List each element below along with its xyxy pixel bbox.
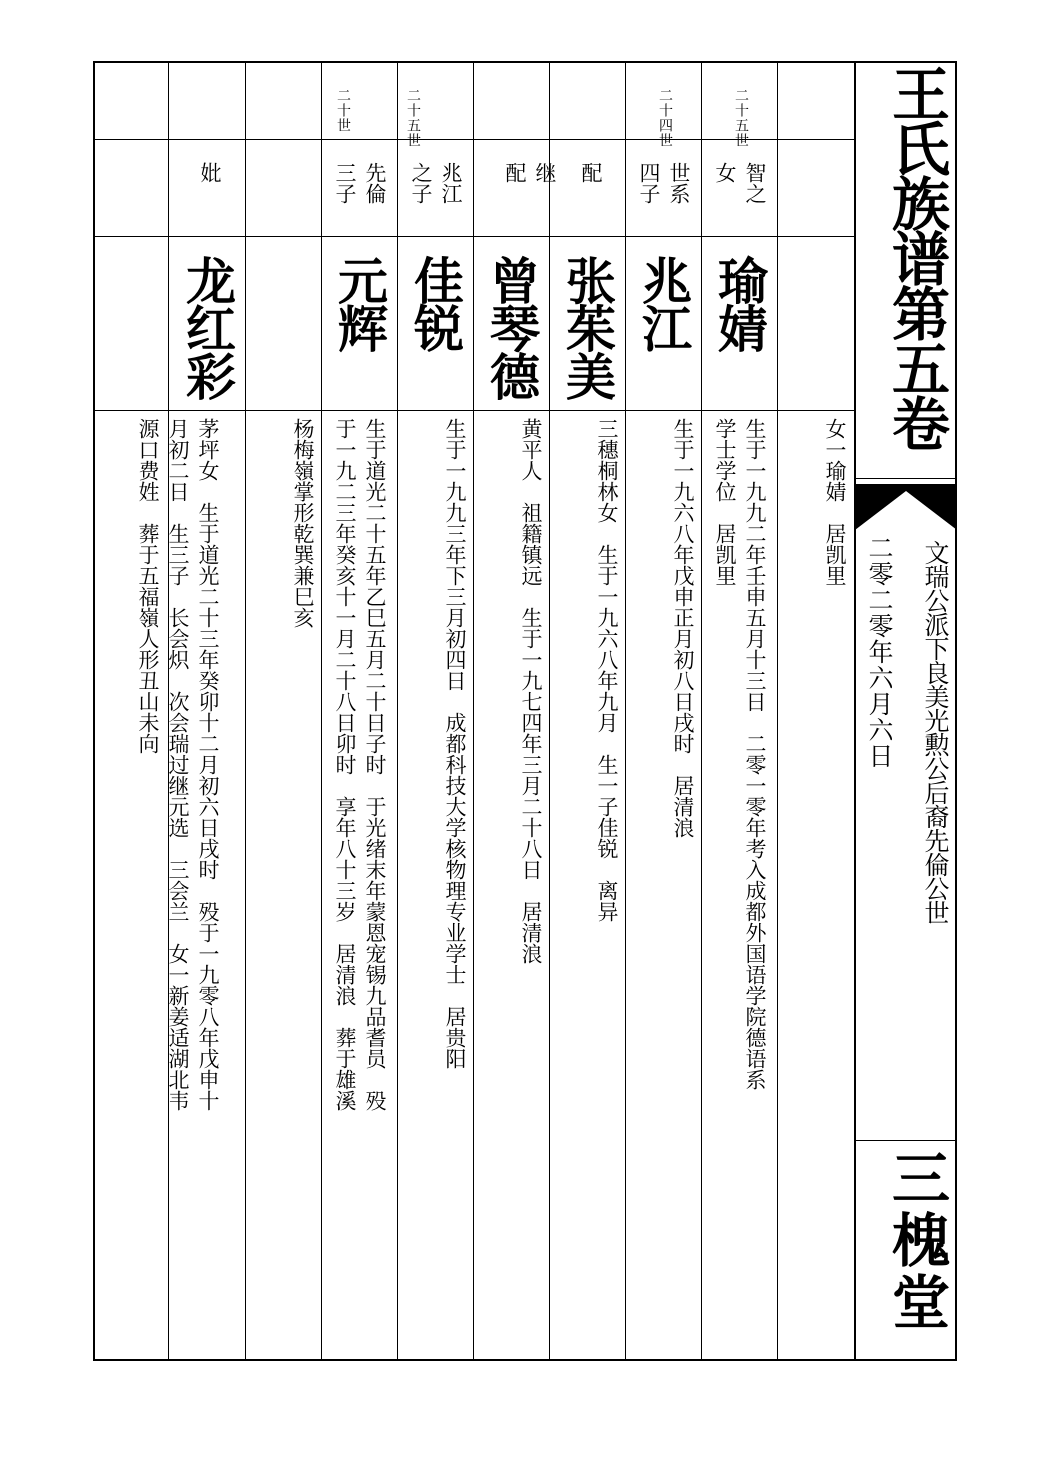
entry-bio: 杨梅嶺掌形乾巽兼巳亥 (291, 418, 315, 628)
entry-bio: 生于一九六八年戊申正月初八日戌时 居清浪 (671, 418, 695, 838)
compile-date: 二零二零年六月六日 (865, 535, 894, 769)
column-divider (701, 61, 702, 1361)
row-divider-name (93, 410, 855, 411)
entry-bio: 黄平人 祖籍镇远 生于一九七四年三月二十八日 居清浪 (519, 418, 543, 964)
relation-label: 智之 女 (713, 162, 767, 204)
generation-label: 二十四世 (657, 88, 673, 148)
relation-label: 世系 四子 (637, 162, 691, 204)
generation-label: 二十五世 (405, 88, 421, 148)
entry-bio: 生于道光二十五年乙巳五月二十日子时 于光绪末年蒙恩宠锡九品耆员 殁 于一九二三年癸亥十一月二十八日卯时 享年八十三岁 居清浪 葬于雄溪 (333, 418, 387, 1111)
column-divider (549, 61, 550, 1361)
person-name: 兆江 (634, 255, 692, 351)
row-divider-relation (93, 236, 855, 237)
hall-name: 三槐堂 (882, 1148, 950, 1334)
relation-label: 兆江 之子 (409, 162, 463, 204)
generation-label: 二十世 (335, 88, 351, 133)
relation-label: 先倫 三子 (333, 162, 387, 204)
entry-bio: 茅坪女 生于道光二十三年癸卯十二月初六日戌时 殁于一九零八年戊申十 月初二日 生三子 长会炽 次会瑞过继元选 三会兰 女一新姜适湖北韦 源口费姓 葬于五福嶺人形丑山未向 (136, 418, 220, 1111)
title-rule-top (855, 478, 957, 479)
column-divider (245, 61, 246, 1361)
person-name: 佳锐 (406, 255, 464, 351)
fishtail-ornament (855, 485, 957, 530)
column-divider (321, 61, 322, 1361)
generation-label: 二十五世 (733, 88, 749, 148)
person-name: 瑜婧 (710, 255, 768, 351)
entry-bio: 女一瑜婧 居凯里 (823, 418, 847, 586)
column-divider (473, 61, 474, 1361)
column-divider (777, 61, 778, 1361)
title-rule-bottom (855, 1140, 957, 1141)
person-name: 元辉 (330, 255, 388, 351)
entry-bio: 三穗桐林女 生于一九六八年九月 生一子佳锐 离异 (595, 418, 619, 922)
relation-label: 继 配 (503, 162, 557, 183)
person-name: 曾琴德 (482, 255, 540, 399)
entry-bio: 生于一九九三年下三月初四日 成都科技大学核物理专业学士 居贵阳 (443, 418, 467, 1069)
branch-note: 文瑞公派下良美光勲公后裔先倫公世 (921, 540, 950, 924)
entry-bio: 生于一九九二年壬申五月十三日 二零一零年考入成都外国语学院德语系 学士学位 居凯里 (713, 418, 767, 1090)
relation-label: 配 (579, 162, 603, 183)
column-divider (625, 61, 626, 1361)
book-title: 王氏族谱第五卷 (882, 64, 950, 449)
relation-label: 妣 (198, 162, 222, 183)
column-divider (397, 61, 398, 1361)
person-name: 张茱美 (558, 255, 616, 399)
person-name: 龙红彩 (178, 255, 236, 399)
title-divider (854, 61, 856, 1361)
